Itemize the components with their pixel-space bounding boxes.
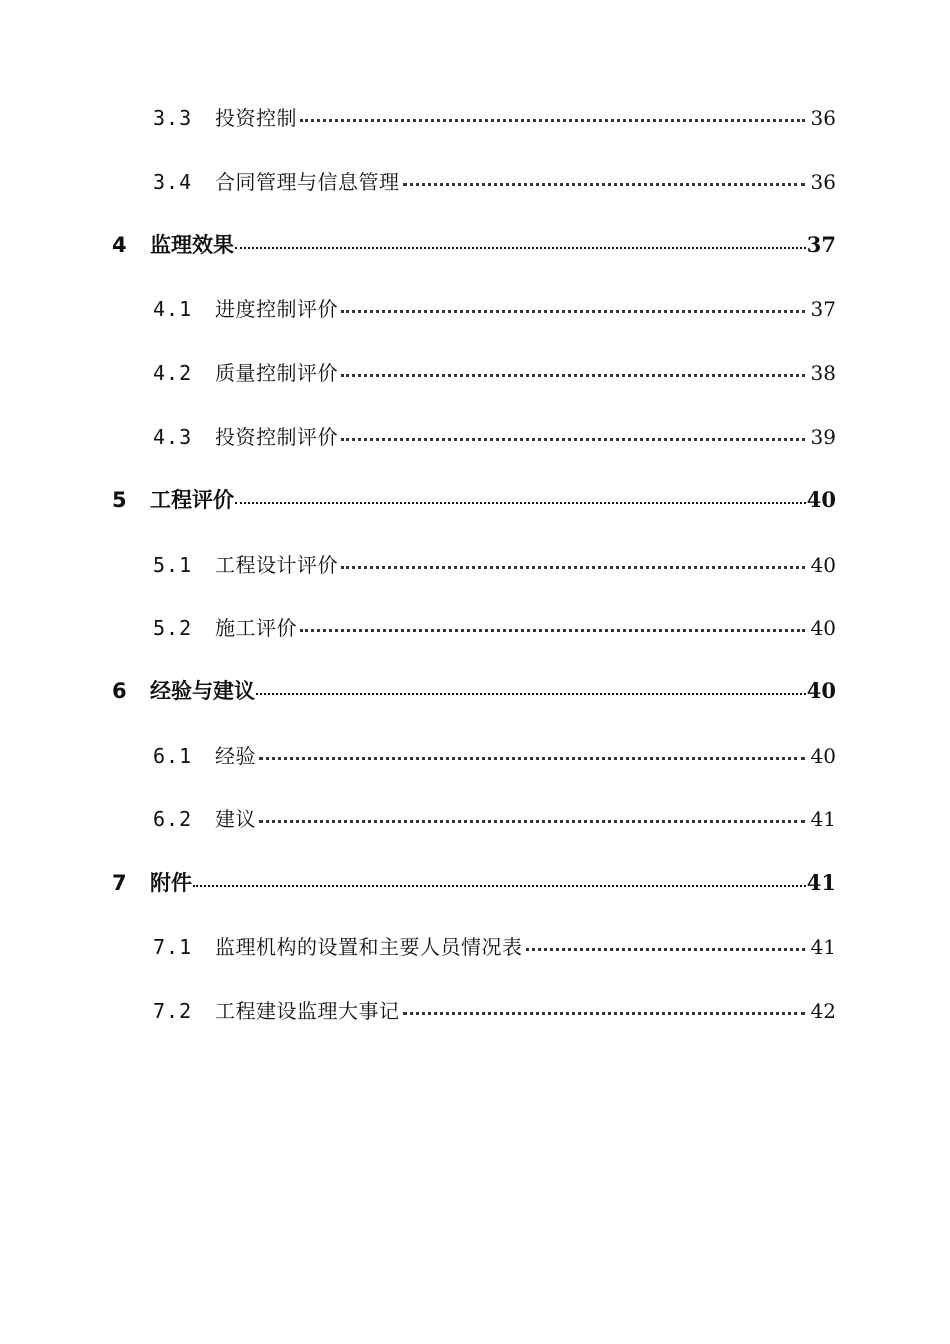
- toc-entry-3-3[interactable]: [153, 102, 836, 131]
- toc-entry-title: 进度控制评价: [215, 297, 338, 321]
- toc-dot-leader: [259, 757, 805, 760]
- toc-entry-page: 37: [810, 297, 836, 321]
- toc-entry-title: 经验与建议: [150, 679, 255, 703]
- toc-entry-3-4[interactable]: [153, 166, 836, 195]
- toc-entry-page: 37: [806, 232, 836, 257]
- toc-entry-number: 7.1: [153, 935, 193, 959]
- toc-dot-leader: [341, 566, 805, 569]
- toc-entry-page: 38: [810, 361, 836, 385]
- toc-entry-number: 6.2: [153, 807, 193, 831]
- toc-entry-number: 4.1: [153, 297, 193, 321]
- toc-dot-leader: [300, 119, 805, 122]
- toc-entry-page: 40: [806, 487, 836, 512]
- toc-entry-number: 4.2: [153, 361, 193, 385]
- toc-entry-4-1[interactable]: [153, 293, 836, 322]
- toc-dot-leader: [235, 247, 806, 249]
- toc-entry-5-2[interactable]: [153, 612, 836, 641]
- toc-dot-leader: [341, 374, 805, 377]
- toc-entry-number: 7.2: [153, 999, 193, 1023]
- toc-entry-5[interactable]: [112, 484, 836, 514]
- toc-entry-page: 41: [806, 870, 836, 895]
- toc-dot-leader: [403, 1012, 805, 1015]
- toc-entry-title: 附件: [150, 871, 192, 895]
- toc-entry-title: 监理效果: [150, 233, 234, 257]
- toc-entry-page: 42: [810, 999, 836, 1023]
- toc-entry-number: 3.3: [153, 106, 193, 130]
- toc-entry-5-1[interactable]: [153, 549, 836, 578]
- toc-entry-title: 质量控制评价: [215, 361, 338, 385]
- toc-dot-leader: [256, 693, 806, 695]
- toc-entry-7-2[interactable]: [153, 995, 836, 1024]
- toc-entry-4-2[interactable]: [153, 357, 836, 386]
- toc-dot-leader: [341, 310, 805, 313]
- toc-entry-number: 5: [112, 488, 127, 512]
- toc-entry-title: 经验: [215, 744, 256, 768]
- toc-dot-leader: [526, 948, 805, 951]
- toc-entry-page: 36: [810, 106, 836, 130]
- toc-entry-title: 工程设计评价: [215, 553, 338, 577]
- toc-dot-leader: [259, 820, 805, 823]
- toc-entry-number: 4: [112, 233, 127, 257]
- toc-entry-6-1[interactable]: [153, 740, 836, 769]
- toc-entry-title: 工程建设监理大事记: [215, 999, 400, 1023]
- toc-entry-title: 投资控制: [215, 106, 297, 130]
- toc-entry-number: 3.4: [153, 170, 193, 194]
- toc-entry-number: 6: [112, 679, 127, 703]
- toc-entry-number: 6.1: [153, 744, 193, 768]
- toc-entry-4[interactable]: [112, 229, 836, 259]
- toc-dot-leader: [193, 885, 806, 887]
- toc-entry-page: 41: [810, 935, 836, 959]
- toc-dot-leader: [403, 183, 805, 186]
- toc-entry-4-3[interactable]: [153, 421, 836, 450]
- toc-dot-leader: [235, 502, 806, 504]
- toc-dot-leader: [341, 438, 805, 441]
- toc-entry-page: 41: [810, 807, 836, 831]
- toc-entry-page: 36: [810, 170, 836, 194]
- toc-entry-6[interactable]: [112, 675, 836, 705]
- toc-entry-7-1[interactable]: [153, 931, 836, 960]
- toc-entry-page: 40: [810, 744, 836, 768]
- toc-entry-7[interactable]: [112, 867, 836, 897]
- toc-dot-leader: [300, 629, 805, 632]
- toc-entry-number: 5.2: [153, 616, 193, 640]
- toc-entry-title: 投资控制评价: [215, 425, 338, 449]
- toc-entry-title: 监理机构的设置和主要人员情况表: [215, 935, 523, 959]
- toc-entry-6-2[interactable]: [153, 803, 836, 832]
- toc-entry-number: 4.3: [153, 425, 193, 449]
- toc-entry-title: 合同管理与信息管理: [215, 170, 400, 194]
- toc-entry-page: 40: [810, 553, 836, 577]
- toc-entry-page: 39: [810, 425, 836, 449]
- toc-entry-page: 40: [810, 616, 836, 640]
- toc-entry-page: 40: [806, 678, 836, 703]
- toc-entry-title: 工程评价: [150, 488, 234, 512]
- toc-entry-number: 7: [112, 871, 127, 895]
- toc-entry-number: 5.1: [153, 553, 193, 577]
- toc-entry-title: 建议: [215, 807, 256, 831]
- toc-entry-title: 施工评价: [215, 616, 297, 640]
